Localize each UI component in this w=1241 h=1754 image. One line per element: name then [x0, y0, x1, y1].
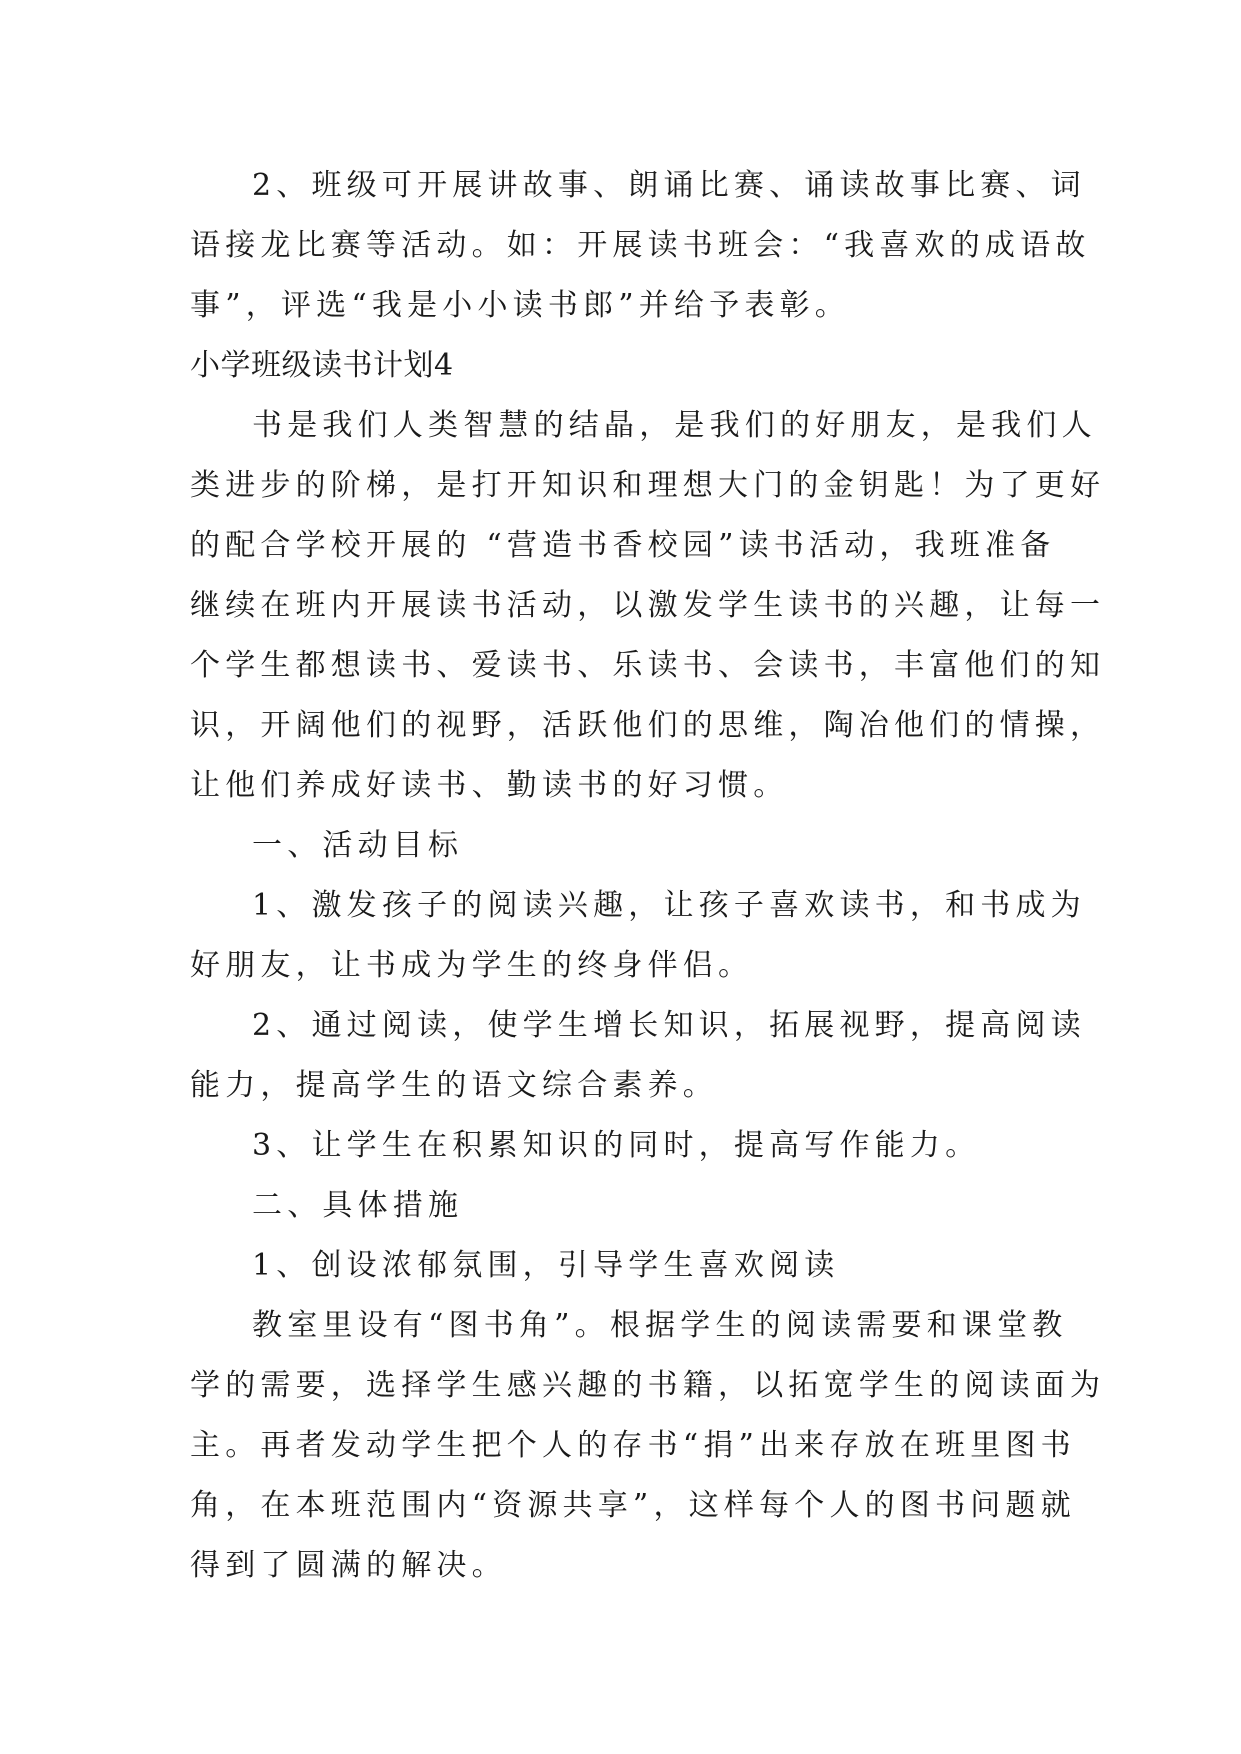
paragraph-line: 能力，提高学生的语文综合素养。 [190, 1068, 718, 1103]
paragraph-line: 继续在班内开展读书活动，以激发学生读书的兴趣，让每一 [190, 588, 1106, 623]
subsection-heading: 1、创设浓郁氛围，引导学生喜欢阅读 [252, 1248, 840, 1283]
paragraph-line: 事”，评选“我是小小读书郎”并给予表彰。 [190, 288, 851, 323]
section-heading: 二、具体措施 [252, 1188, 464, 1223]
paragraph-line: 2、班级可开展讲故事、朗诵比赛、诵读故事比赛、词 [252, 168, 1086, 203]
paragraph-line: 教室里设有“图书角”。根据学生的阅读需要和课堂教 [252, 1308, 1068, 1343]
paragraph-line: 3、让学生在积累知识的同时，提高写作能力。 [252, 1128, 981, 1163]
paragraph-line: 语接龙比赛等活动。如：开展读书班会：“我喜欢的成语故 [190, 228, 1091, 263]
paragraph-line: 书是我们人类智慧的结晶，是我们的好朋友，是我们人 [252, 408, 1097, 443]
paragraph-line: 好朋友，让书成为学生的终身伴侣。 [190, 948, 754, 983]
paragraph-line: 让他们养成好读书、勤读书的好习惯。 [190, 768, 789, 803]
paragraph-line: 主。再者发动学生把个人的存书“捐”出来存放在班里图书 [190, 1428, 1076, 1463]
paragraph-line: 角，在本班范围内“资源共享”，这样每个人的图书问题就 [190, 1488, 1076, 1523]
section-heading: 一、活动目标 [252, 828, 464, 863]
paragraph-line: 的配合学校开展的 “营造书香校园”读书活动，我班准备 [190, 528, 1056, 563]
paragraph-line: 识，开阔他们的视野，活跃他们的思维，陶冶他们的情操， [190, 708, 1106, 743]
paragraph-line: 2、通过阅读，使学生增长知识，拓展视野，提高阅读 [252, 1008, 1086, 1043]
paragraph-line: 1、激发孩子的阅读兴趣，让孩子喜欢读书，和书成为 [252, 888, 1086, 923]
paragraph-line: 类进步的阶梯，是打开知识和理想大门的金钥匙！为了更好 [190, 468, 1106, 503]
paragraph-line: 得到了圆满的解决。 [190, 1548, 507, 1583]
section-title: 小学班级读书计划4 [190, 348, 454, 383]
paragraph-line: 学的需要，选择学生感兴趣的书籍，以拓宽学生的阅读面为 [190, 1368, 1106, 1403]
paragraph-line: 个学生都想读书、爱读书、乐读书、会读书，丰富他们的知 [190, 648, 1106, 683]
